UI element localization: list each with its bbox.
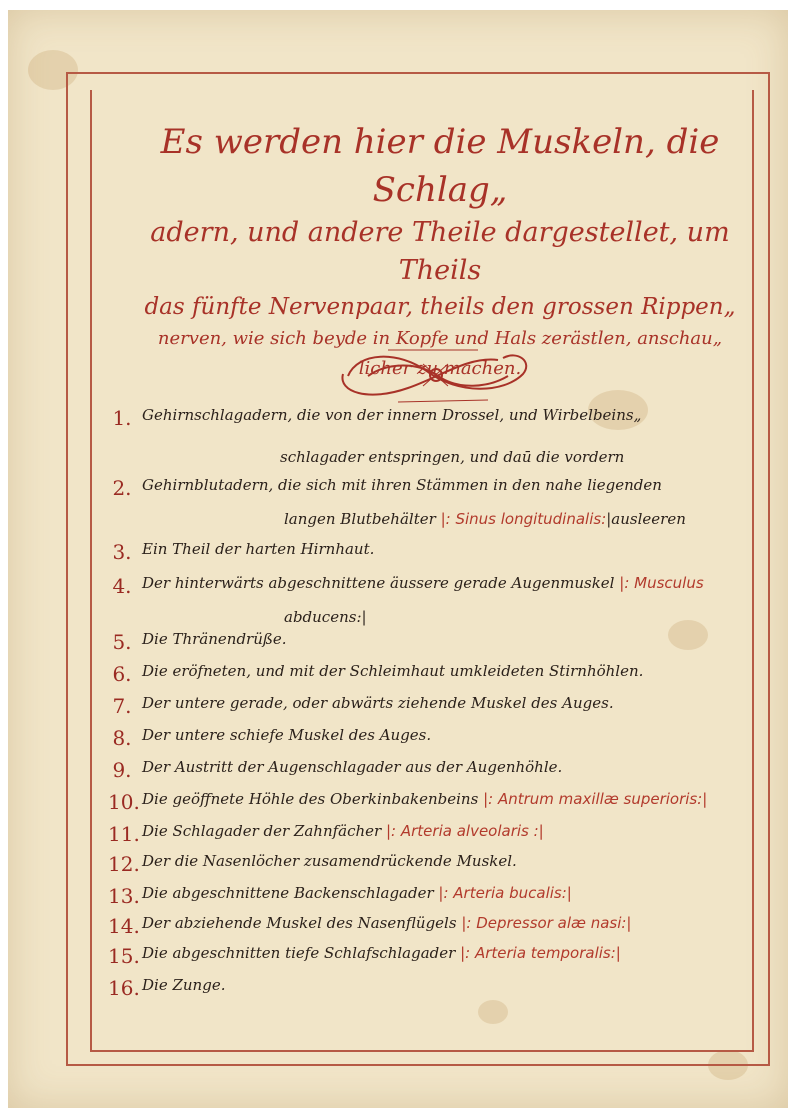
item-text-main: Die abgeschnittene Backenschlagader <box>142 884 434 902</box>
item-text <box>142 944 762 962</box>
latin-continuation: abducens:| <box>284 608 367 626</box>
latin-term: |: Arteria bucalis:| <box>438 884 572 902</box>
item-number: 1. <box>112 406 132 430</box>
item-text: Der Austritt der Augenschlagader aus der Augenhöhle. <box>142 758 563 776</box>
item-number: 5. <box>112 630 132 654</box>
item-text: Ein Theil der harten Hirnhaut. <box>142 540 375 558</box>
item-number: 12. <box>108 852 140 876</box>
latin-term: |: Antrum maxillæ superioris:| <box>483 790 708 808</box>
latin-term: |: Sinus longitudinalis: <box>440 510 607 528</box>
title-line-3: das fünfte Nervenpaar, theils den grossen Rippen„ <box>144 294 736 320</box>
title-line-2: adern, und andere Theile dargestellet, um Theils <box>150 217 730 286</box>
item-text-main: Der abziehende Muskel des Nasenflügels <box>142 914 457 932</box>
item-continuation <box>284 510 686 528</box>
latin-term: |: Depressor alæ nasi:| <box>461 914 632 932</box>
title-line-1: Es werden hier die Muskeln, die Schlag„ <box>160 122 720 210</box>
latin-term: |: Arteria alveolaris :| <box>386 822 544 840</box>
item-text: Die eröfneten, und mit der Schleimhaut umkleideten Stirnhöhlen. <box>142 662 644 680</box>
item-number: 10. <box>108 790 140 814</box>
item-number: 16. <box>108 976 140 1000</box>
item-number: 15. <box>108 944 140 968</box>
item-number: 7. <box>112 694 132 718</box>
latin-term: |: Musculus <box>619 574 704 592</box>
item-number: 3. <box>112 540 132 564</box>
item-number: 9. <box>112 758 132 782</box>
item-text <box>142 790 762 808</box>
item-text: Die Thränendrüße. <box>142 630 287 648</box>
manuscript-page <box>8 10 788 1108</box>
item-text <box>142 822 762 840</box>
item-text: Der untere gerade, oder abwärts ziehende Muskel des Auges. <box>142 694 614 712</box>
item-text: Der untere schiefe Muskel des Auges. <box>142 726 432 744</box>
title-line-5: licher zu machen. <box>358 358 522 379</box>
latin-term: |: Arteria temporalis:| <box>460 944 621 962</box>
item-text <box>142 884 762 902</box>
item-number: 11. <box>108 822 140 846</box>
item-number: 6. <box>112 662 132 686</box>
item-number: 14. <box>108 914 140 938</box>
item-number: 8. <box>112 726 132 750</box>
item-continuation: schlagader entspringen, und daū die vordern <box>280 448 625 466</box>
item-text: Die Zunge. <box>142 976 226 994</box>
title-line-4: nerven, wie sich beyde in Kopfe und Hals zerästlen, anschau„ <box>157 328 723 349</box>
item-text: Der die Nasenlöcher zusamendrückende Muskel. <box>142 852 517 870</box>
item-text: Gehirnblutadern, die sich mit ihren Stämmen in den nahe liegenden <box>142 476 662 494</box>
item-number: 2. <box>112 476 132 500</box>
item-text <box>142 574 762 592</box>
item-text: Gehirnschlagadern, die von der innern Drossel, und Wirbelbeins„ <box>142 406 642 424</box>
item-number: 13. <box>108 884 140 908</box>
item-text-main: Die Schlagader der Zahnfächer <box>142 822 382 840</box>
item-continuation-text: langen Blutbehälter <box>284 510 436 528</box>
item-text-main: Der hinterwärts abgeschnittene äussere gerade Augenmuskel <box>142 574 615 592</box>
item-number: 4. <box>112 574 132 598</box>
item-text <box>142 914 762 932</box>
item-continuation-end: |ausleeren <box>606 510 686 528</box>
item-text-main: Die abgeschnitten tiefe Schlafschlagader <box>142 944 456 962</box>
calligraphic-flourish <box>328 342 538 408</box>
item-text-main: Die geöffnete Höhle des Oberkinbakenbeins <box>142 790 479 808</box>
